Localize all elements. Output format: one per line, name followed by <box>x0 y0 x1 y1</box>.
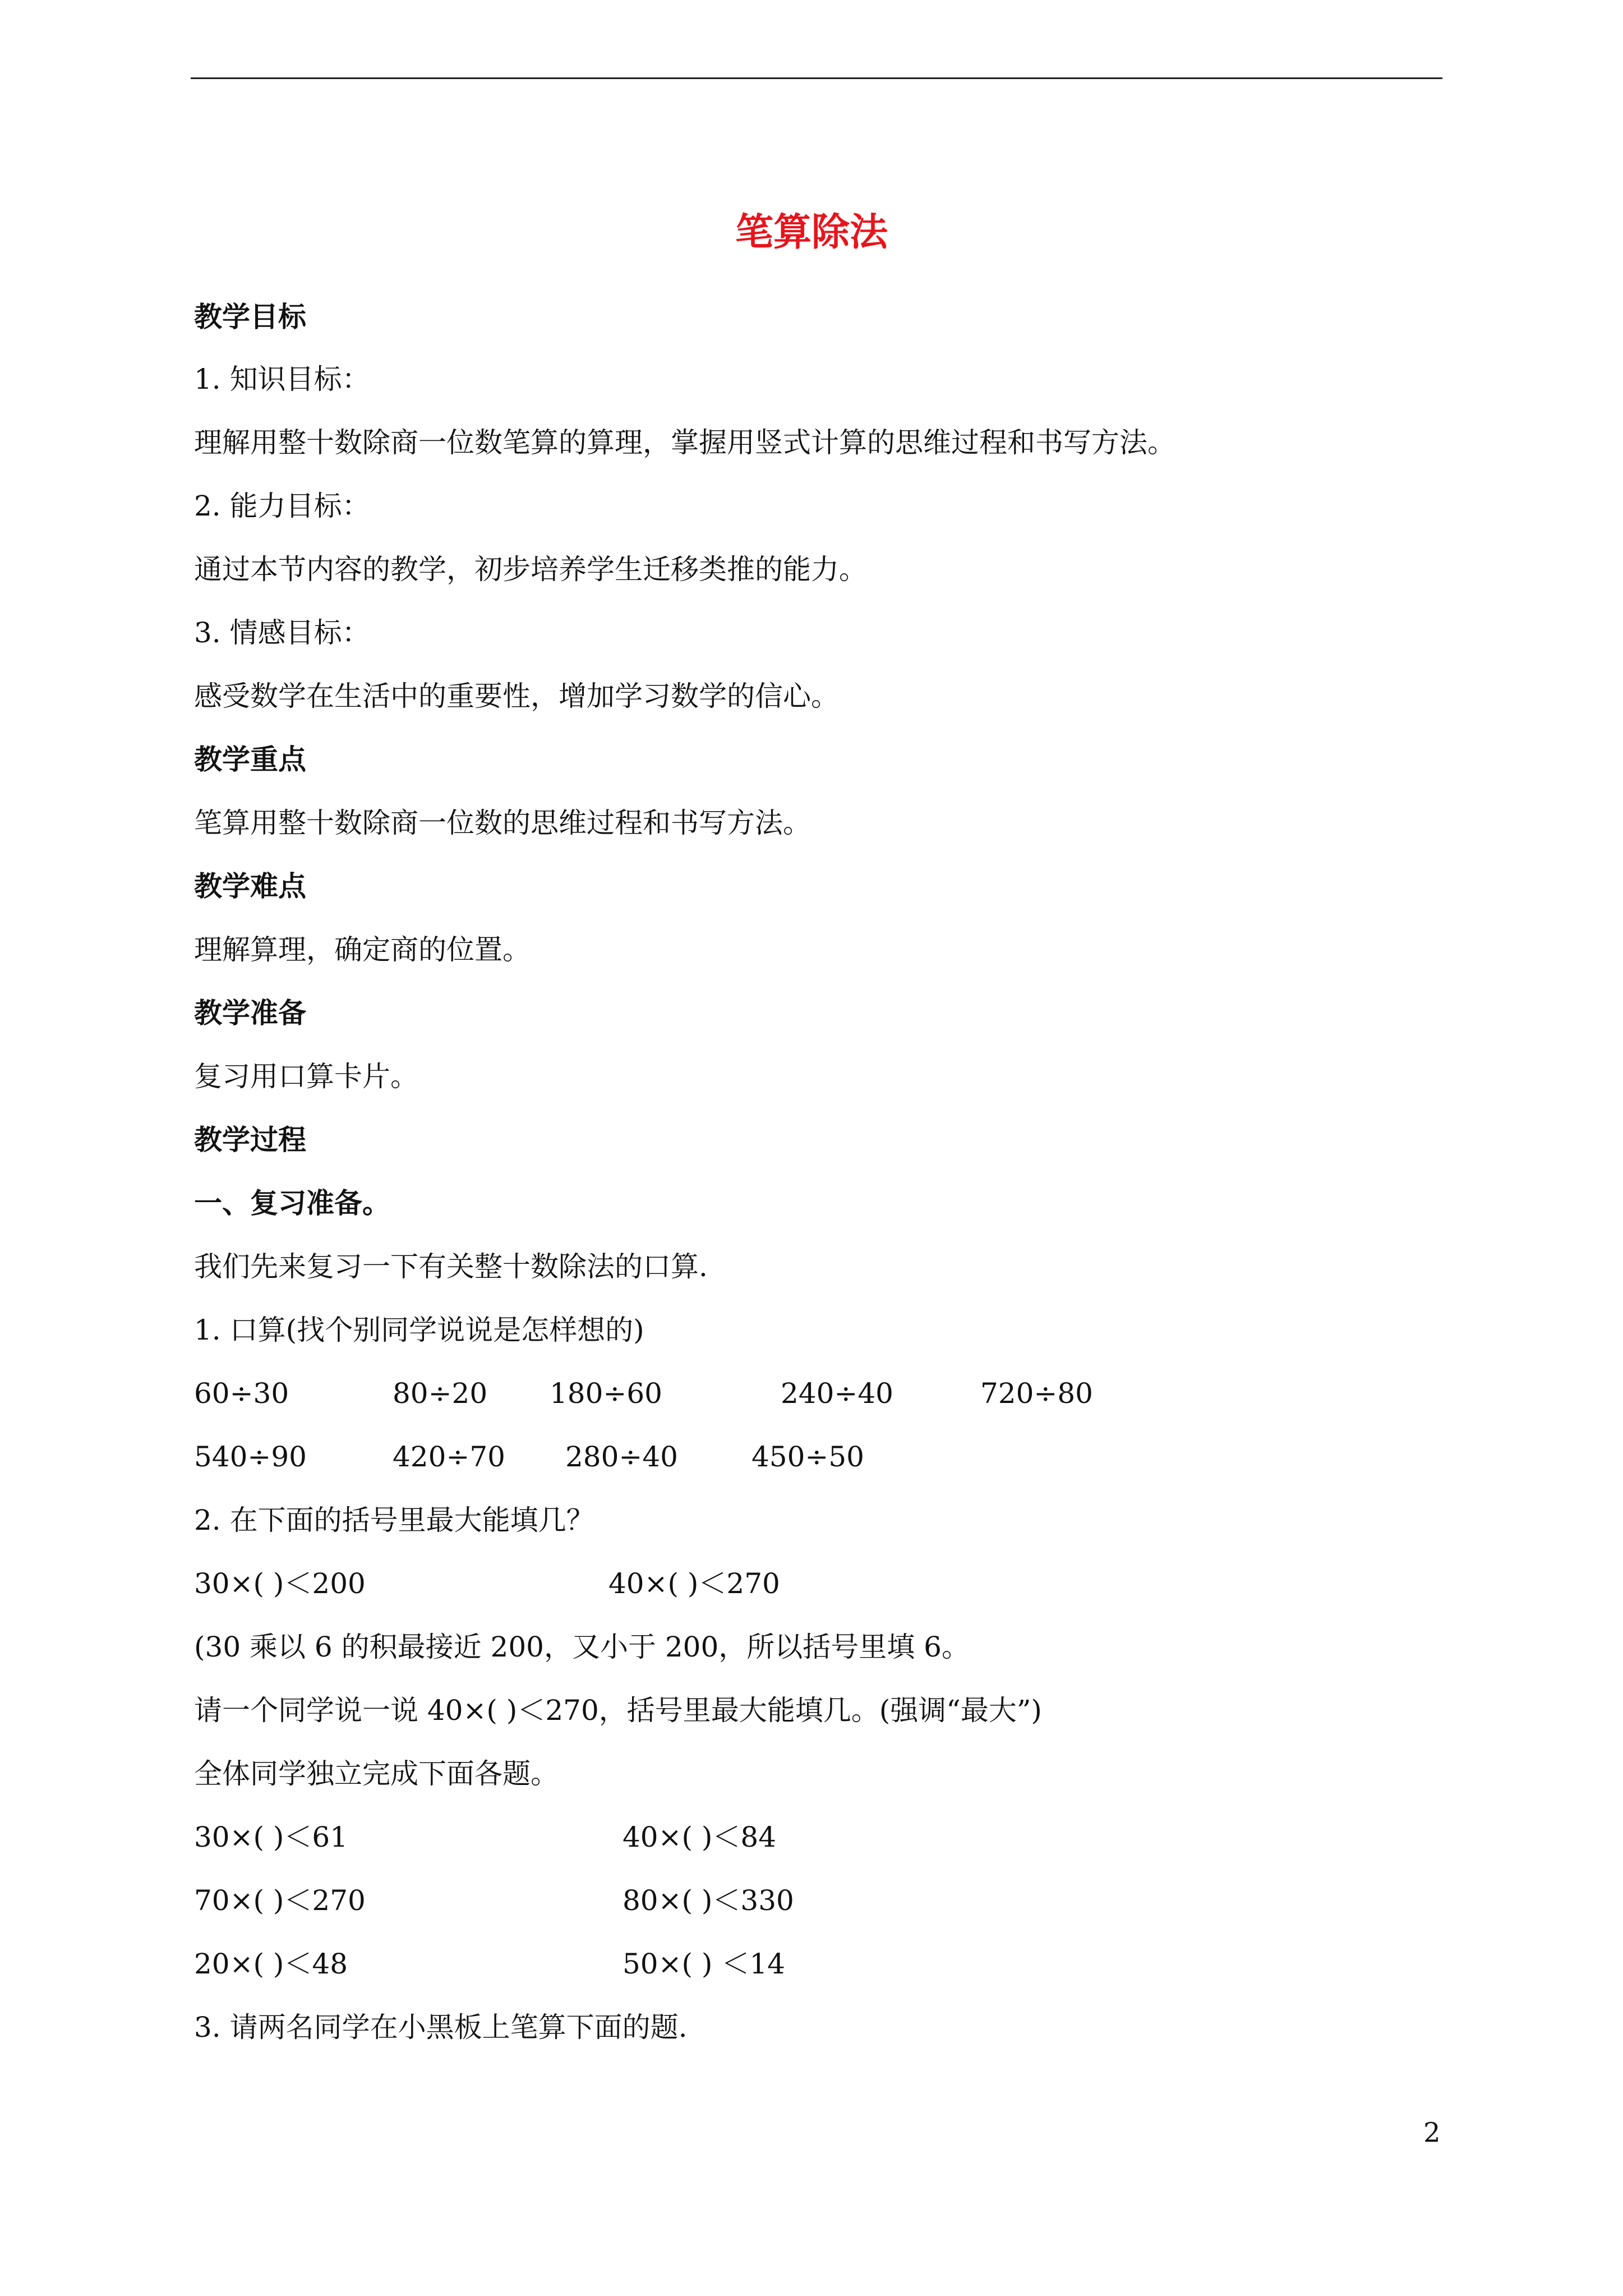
oral-item: 180÷60 <box>550 1377 662 1410</box>
key-points-heading: 教学重点 <box>194 743 306 776</box>
section1-intro: 我们先来复习一下有关整十数除法的口算. <box>194 1250 708 1283</box>
emotion-goal-label: 3. 情感目标： <box>194 616 370 649</box>
section1-heading: 一、复习准备。 <box>194 1186 390 1220</box>
difficulties-heading: 教学难点 <box>194 869 306 903</box>
oral-item: 60÷30 <box>194 1377 289 1410</box>
exercise-item: 80×( )＜330 <box>623 1884 794 1917</box>
key-points-text: 笔算用整十数除商一位数的思维过程和书写方法。 <box>194 807 811 839</box>
ask-student-text: 请一个同学说一说 40×( )＜270，括号里最大能填几。(强调“最大”) <box>194 1694 1042 1727</box>
exercise-item: 30×( )＜61 <box>194 1821 348 1853</box>
oral-item: 240÷40 <box>781 1377 893 1410</box>
page-title: 笔算除法 <box>735 210 888 255</box>
exercise-item: 40×( )＜84 <box>623 1821 777 1853</box>
objectives-heading: 教学目标 <box>194 300 306 333</box>
exercise-item: 50×( ) ＜14 <box>623 1948 785 1980</box>
ability-goal-text: 通过本节内容的教学，初步培养学生迁移类推的能力。 <box>194 553 867 586</box>
preparation-heading: 教学准备 <box>194 996 306 1029</box>
page-number: 2 <box>1423 2117 1441 2148</box>
oral-item: 80÷20 <box>393 1377 488 1410</box>
fill-example-item: 30×( )＜200 <box>194 1567 366 1600</box>
independent-text: 全体同学独立完成下面各题。 <box>194 1757 559 1790</box>
process-heading: 教学过程 <box>194 1123 306 1156</box>
oral-item: 450÷50 <box>751 1441 864 1473</box>
preparation-text: 复习用口算卡片。 <box>194 1060 418 1093</box>
oral-label: 1. 口算(找个别同学说说是怎样想的) <box>194 1314 644 1346</box>
oral-item: 420÷70 <box>393 1441 505 1473</box>
fill-example-item: 40×( )＜270 <box>608 1567 780 1600</box>
exercise-item: 70×( )＜270 <box>194 1884 366 1917</box>
explanation-text: (30 乘以 6 的积最接近 200，又小于 200，所以括号里填 6。 <box>194 1631 970 1663</box>
knowledge-goal-label: 1. 知识目标： <box>194 363 370 395</box>
knowledge-goal-text: 理解用整十数除商一位数笔算的算理，掌握用竖式计算的思维过程和书写方法。 <box>194 426 1175 459</box>
difficulties-text: 理解算理，确定商的位置。 <box>194 933 531 966</box>
blackboard-text: 3. 请两名同学在小黑板上笔算下面的题. <box>194 2011 688 2044</box>
oral-item: 540÷90 <box>194 1441 307 1473</box>
header-rule <box>191 77 1442 79</box>
emotion-goal-text: 感受数学在生活中的重要性，增加学习数学的信心。 <box>194 680 839 712</box>
oral-item: 720÷80 <box>980 1377 1093 1410</box>
fill-label: 2. 在下面的括号里最大能填几？ <box>194 1504 594 1536</box>
exercise-item: 20×( )＜48 <box>194 1948 348 1980</box>
ability-goal-label: 2. 能力目标： <box>194 490 370 522</box>
oral-item: 280÷40 <box>565 1441 678 1473</box>
